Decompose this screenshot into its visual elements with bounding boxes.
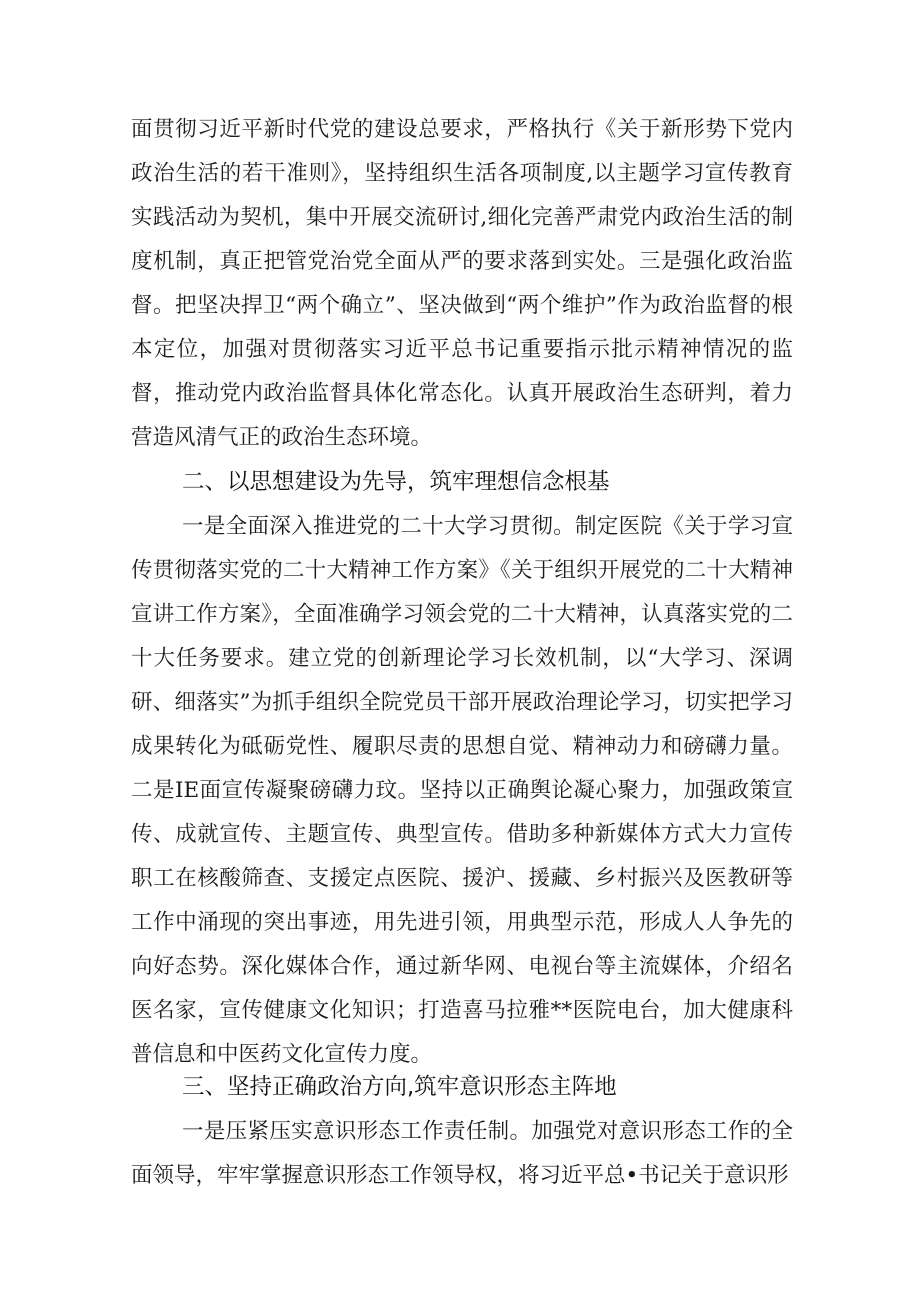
paragraph-ideological-building: 一是全面深入推进党的二十大学习贯彻。制定医院《关于学习宣传贯彻落实党的二十大精神工作方案》《关于组织开展党的二十大精神宣讲工作方案》，全面准确学习领会党的二十大精神，认真落实党的二十大任务要求。建立党的创新理论学习长效机制，以“大学习、深调研、细落实”为抓手组织全院党员干部开展政治理论学习，切实把学习成果转化为砥砺党性、履职尽责的思想自觉、精神动力和磅礴力量。二是IE面宣传凝聚磅礴力玟。坚持以正确舆论凝心聚力，加强政策宣传、成就宣传、主题宣传、典型宣传。借助多种新媒体方式大力宣传职工在核酸筛查、支援定点医院、援沪、援藏、乡村振兴及医教研等工作中涌现的突出事迹，用先进引领，用典型示范，形成人人争先的向好态势。深化媒体合作，通过新华网、电视台等主流媒体，介绍名医名家，宣传健康文化知识；打造喜马拉雅**医院电台，加大健康科普信息和中医药文化宣传力度。 [131,514,793,1067]
section-heading-ideology-front: 三、坚持正确政治方向,筑牢意识形态主阵地 [182,1074,617,1100]
paragraph-party-political-life: 面贯彻习近平新时代党的建设总要求，严格执行《关于新形势下党内政治生活的若干准则》，坚持组织生活各项制度,以主题学习宣传教育实践活动为契机，集中开展交流研讨,细化完善严肃党内政治生活的制度机制，真正把管党治党全面从严的要求落到实处。三是强化政治监督。把坚决捍卫“两个确立”、坚决做到“两个维护”作为政治监督的根本定位，加强对贯彻落实习近平总书记重要指示批示精神情况的监督，推动党内政治监督具体化常态化。认真开展政治生态研判，着力营造风清气正的政治生态环境。 [131,117,793,450]
section-heading-ideological-building: 二、以思想建设为先导，筑牢理想信念根基 [182,469,610,495]
paragraph-ideology-responsibility: 一是压紧压实意识形态工作责任制。加强党对意识形态工作的全面领导，牢牢掌握意识形态工作领导权，将习近平总•书记关于意识形 [131,1119,793,1188]
